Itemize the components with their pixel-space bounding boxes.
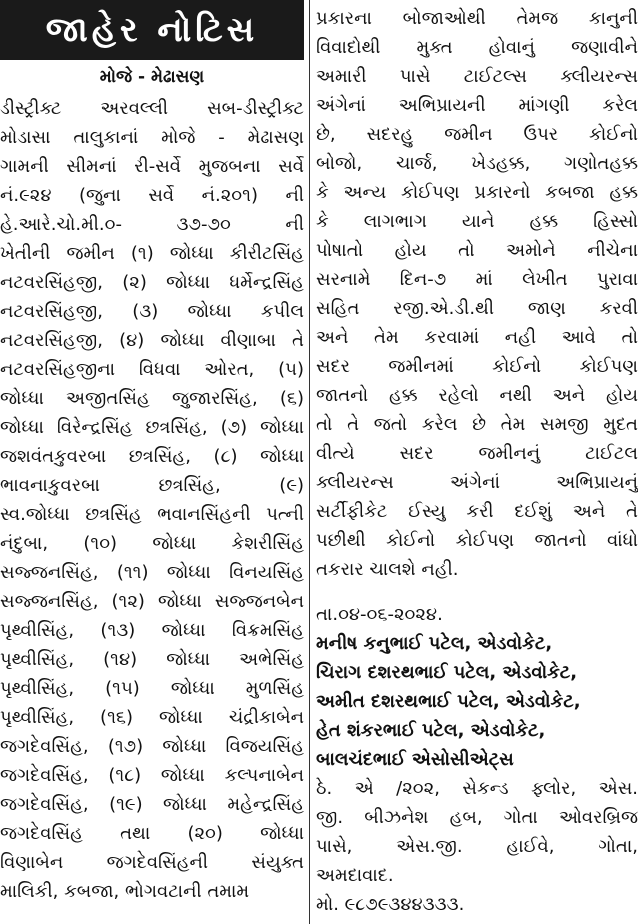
notice-text-line: જોધ્ધા વિરેન્દ્રસિંહ છત્રસિંહ, (૭) જોધ્ધા <box>0 417 304 438</box>
notice-text-line: છે, સદરહુ જમીન ઉપર કોઈનો <box>316 124 638 145</box>
notice-text-line: વિણાબેન જગદેવસિંહની સંયુક્ત <box>0 852 304 873</box>
notice-text-line: ડીસ્ટ્રીક્ટ અરવલ્લી સબ-ડીસ્ટ્રીક્ટ <box>0 98 304 119</box>
notice-text-line: કે લાગભાગ યાને હક્ક હિસ્સો <box>316 211 638 232</box>
signatory-line: હેત શંકરભાઈ પટેલ, એડવોકેટ, <box>316 720 546 741</box>
notice-heading-banner <box>0 0 304 60</box>
notice-text-line: અંગેનાં અભિપ્રાયની માંગણી કરેલ <box>316 95 638 116</box>
notice-text-line: પોષાતો હોય તો અમોને નીચેના <box>316 240 638 261</box>
notice-text-line: વીત્યે સદર જમીનનું ટાઈટલ <box>316 443 638 464</box>
notice-text-line: પછીથી કોઈનો કોઈપણ જાતનો વાંધો <box>316 530 638 551</box>
notice-text-line: સરનામે દિન-૭ માં લેખીત પુરાવા <box>316 269 638 290</box>
notice-right-column <box>316 0 638 924</box>
signatory-line: મનીષ કનુભાઈ પટેલ, એડવોકેટ, <box>316 633 553 654</box>
notice-text-line: નટવરસિંહજી, (૨) જોધ્ધા ધર્મેન્દ્રસિંહ <box>0 272 304 293</box>
notice-text-line: સજ્જનસિંહ, (૧૧) જોધ્ધા વિનયસિંહ <box>0 562 304 583</box>
village-subheading: મોજે - મેઢાસણ <box>99 67 205 87</box>
address <box>316 774 638 890</box>
notice-date: તા.૦૪-૦૬-૨૦૨૪. <box>316 604 443 625</box>
notice-text-line: જોધ્ધા અજીતસિંહ જુજારસિંહ, (૬) <box>0 388 304 409</box>
notice-text-line: પ્રકારના બોજાઓથી તેમજ કાનુની <box>316 8 638 29</box>
notice-text-line: પૃથ્વીસિંહ, (૧૩) જોધ્ધા વિક્રમસિંહ <box>0 620 304 641</box>
notice-body-left <box>0 94 304 906</box>
notice-text-line: જશવંતકુવરબા છત્રસિંહ, (૮) જોધ્ધા <box>0 446 304 467</box>
signatory-line: બાલચંદભાઈ એસોસીએટ્સ <box>316 749 514 770</box>
column-divider <box>309 0 310 924</box>
address-line: જી. બીઝનેશ હબ, ગોતા ઓવરબ્રિજ <box>316 807 638 828</box>
notice-text-line: સહિત રજી.એ.ડી.થી જાણ કરવી <box>316 298 638 319</box>
notice-text-line: સદર જમીનમાં કોઈનો કોઈપણ <box>316 356 638 377</box>
signatory-list <box>316 629 638 774</box>
notice-text-line: વિવાદોથી મુક્ત હોવાનું જણાવીને <box>316 37 638 58</box>
notice-text-line: ખેતીની જમીન (૧) જોધ્ધા કીરીટસિંહ <box>0 243 304 264</box>
notice-text-line: ક્લીયરન્સ અંગેનાં અભિપ્રાયનું <box>316 472 638 493</box>
notice-text-line: કે અન્ય કોઈપણ પ્રકારનો કબજા હક્ક <box>316 182 638 203</box>
notice-text-line: અને તેમ કરવામાં નહી આવે તો <box>316 327 638 348</box>
notice-text-line: નં.૯૨૪ (જુના સર્વે નં.૨૦૧) ની <box>0 185 304 206</box>
notice-body-right <box>316 4 638 584</box>
signatory-line: અમીત દશરથભાઈ પટેલ, એડવોકેટ, <box>316 691 581 712</box>
notice-text-line: જગદેવસિંહ, (૧૯) જોધ્ધા મહેન્દ્રસિંહ <box>0 794 304 815</box>
notice-text-line: સ્વ.જોધ્ધા છત્રસિંહ ભવાનસિંહની પત્ની <box>0 504 304 525</box>
signatory-line: ચિરાગ દશરથભાઈ પટેલ, એડવોકેટ, <box>316 662 578 683</box>
notice-text-line: નટવરસિંહજીના વિધવા ઓરત, (૫) <box>0 359 304 380</box>
notice-text-line: તો તે જતો કરેલ છે તેમ સમજી મુદત <box>316 414 638 435</box>
notice-text-line: ભાવનાકુવરબા છત્રસિંહ, (૯) <box>0 475 304 496</box>
notice-left-column <box>0 0 304 924</box>
notice-text-line: માલિકી, કબજા, ભોગવટાની તમામ <box>0 881 250 902</box>
notice-text-line: જગદેવસિંહ, (૧૭) જોધ્ધા વિજયસિંહ <box>0 736 304 757</box>
notice-text-line: ગામની સીમનાં રી-સર્વે મુજબના સર્વે <box>0 156 304 177</box>
notice-text-line: નંદુબા, (૧૦) જોધ્ધા કેશરીસિંહ <box>0 533 304 554</box>
notice-text-line: જાતનો હક્ક રહેલો નથી અને હોય <box>316 385 638 406</box>
notice-text-line: પૃથ્વીસિંહ, (૧૫) જોધ્ધા મુળસિંહ <box>0 678 304 699</box>
notice-text-line: જગદેવસિંહ તથા (૨૦) જોધ્ધા <box>0 823 304 844</box>
notice-text-line: જગદેવસિંહ, (૧૮) જોધ્ધા કલ્પનાબેન <box>0 765 304 786</box>
notice-text-line: નટવરસિંહજી, (૩) જોધ્ધા કપીલ <box>0 301 304 322</box>
notice-text-line: તકરાર ચાલશે નહી. <box>316 559 459 580</box>
notice-text-line: અમારી પાસે ટાઈટલ્સ ક્લીયરન્સ <box>316 66 638 87</box>
notice-text-line: મોડાસા તાલુકાનાં મોજે - મેઢાસણ <box>0 127 304 148</box>
phone-number: મો. ૯૮૭૯૩૪૪૩૩૩. <box>316 894 465 915</box>
notice-text-line: સર્ટીફીકેટ ઈસ્યુ કરી દઈશું અને તે <box>316 501 638 522</box>
notice-text-line: નટવરસિંહજી, (૪) જોધ્ધા વીણાબા તે <box>0 330 304 351</box>
notice-text-line: પૃથ્વીસિંહ, (૧૬) જોધ્ધા ચંદ્રીકાબેન <box>0 707 304 728</box>
notice-heading: જાહેર નોટિસ <box>45 10 259 50</box>
notice-text-line: બોજો, ચાર્જ, ખેડહક્ક, ગણોતહક્ક <box>316 153 638 174</box>
notice-text-line: સજ્જનસિંહ, (૧૨) જોધ્ધા સજ્જનબેન <box>0 591 304 612</box>
address-line: અમદાવાદ. <box>316 865 394 886</box>
notice-text-line: પૃથ્વીસિંહ, (૧૪) જોધ્ધા અભેસિંહ <box>0 649 304 670</box>
notice-text-line: હે.આરે.ચો.મી.૦- ૩૭-૭૦ ની <box>0 214 304 235</box>
signature-block <box>316 600 638 919</box>
address-line: પાસે, એસ.જી. હાઈવે, ગોતા, <box>316 836 638 857</box>
address-line: ઠે. એ /૨૦૨, સેકન્ડ ફ્લોર, એસ. <box>316 778 638 799</box>
